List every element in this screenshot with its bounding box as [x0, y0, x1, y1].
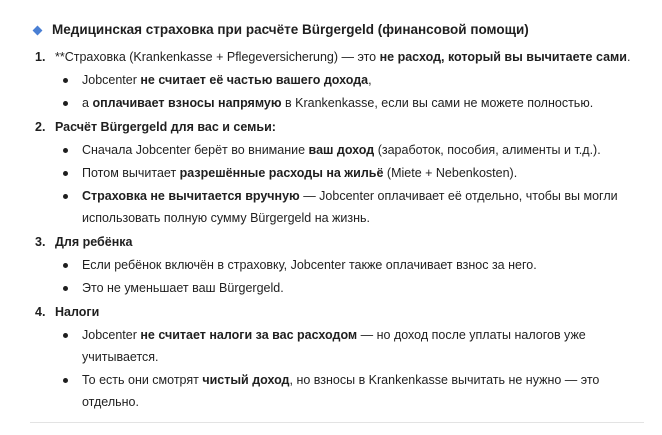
list-item — [30, 162, 645, 184]
bold-text: Для ребёнка — [55, 235, 133, 249]
list-section — [30, 116, 645, 229]
bold-text: Налоги — [55, 305, 100, 319]
bullet-list — [30, 69, 645, 114]
text-run: , но взносы в Krankenkasse вычитать не нужно — это отдельно. — [82, 373, 600, 409]
text-run: **Страховка (Krankenkasse + Pflegeversicherung) — это — [55, 50, 380, 64]
list-section — [30, 46, 645, 114]
bullet-dot-icon — [63, 78, 68, 83]
text-run: — но доход после уплаты налогов уже учитывается. — [82, 328, 586, 364]
text-run: . — [626, 50, 631, 64]
list-item — [30, 69, 645, 91]
bullet-dot-icon — [63, 263, 68, 268]
response-heading — [30, 18, 645, 42]
chat-response — [30, 18, 645, 415]
numbered-list — [30, 46, 645, 413]
text-run: Jobcenter — [82, 73, 141, 87]
heading-text: Медицинская страховка при расчёте Bürgergeld (финансовой помощи) — [52, 22, 529, 37]
text-run: (заработок, пособия, алименты и т.д.). — [374, 143, 601, 157]
text-run: Если ребёнок включён в страховку, Jobcenter также оплачивает взнос за него. — [82, 258, 537, 272]
text-run: — Jobcenter оплачивает её отдельно, чтобы вы могли использовать полную сумму Bürgergeld на жизнь. — [82, 189, 618, 225]
item-title-text — [55, 116, 276, 138]
bold-text: Расчёт Bürgergeld для вас и семьи: — [55, 120, 276, 134]
bold-text: чистый доход — [202, 373, 290, 387]
bullet-dot-icon — [63, 101, 68, 106]
text-run: , — [368, 73, 372, 87]
bullet-dot-icon — [63, 171, 68, 176]
divider — [30, 422, 644, 423]
bullet-dot-icon — [63, 148, 68, 153]
list-item-title — [30, 301, 645, 323]
list-item — [30, 254, 645, 276]
bold-text: не расход, который вы вычитаете сами — [379, 50, 627, 64]
bullet-dot-icon — [63, 194, 68, 199]
list-number: 1. — [35, 50, 46, 64]
bullet-list — [30, 139, 645, 229]
bullet-dot-icon — [63, 378, 68, 383]
bold-text: Страховка не вычитается вручную — [82, 189, 300, 203]
list-item-title — [30, 116, 645, 138]
list-item-title — [30, 46, 645, 68]
list-item — [30, 369, 645, 413]
list-number: 4. — [35, 305, 46, 319]
item-title-text — [55, 231, 132, 253]
text-run: а — [82, 96, 93, 110]
text-run: в Krankenkasse, если вы сами не можете полностью. — [281, 96, 594, 110]
list-item — [30, 139, 645, 161]
bold-text: не считает налоги за вас расходом — [140, 328, 358, 342]
item-title-text — [55, 301, 99, 323]
item-title-text — [55, 46, 630, 68]
bullet-list — [30, 324, 645, 413]
bold-text: не считает её частью вашего дохода — [140, 73, 369, 87]
list-item — [30, 92, 645, 114]
blue-diamond-icon — [33, 25, 43, 35]
bullet-dot-icon — [63, 333, 68, 338]
bold-text: ваш доход — [308, 143, 375, 157]
text-run: Это не уменьшает ваш Bürgergeld. — [82, 281, 284, 295]
text-run: (Miete + Nebenkosten). — [383, 166, 518, 180]
bold-text: оплачивает взносы напрямую — [92, 96, 282, 110]
bullet-dot-icon — [63, 286, 68, 291]
list-number: 3. — [35, 235, 46, 249]
bullet-list — [30, 254, 645, 299]
list-item — [30, 277, 645, 299]
list-section — [30, 231, 645, 299]
text-run: То есть они смотрят — [82, 373, 203, 387]
list-item — [30, 324, 645, 368]
bold-text: разрешённые расходы на жильё — [179, 166, 384, 180]
text-run: Потом вычитает — [82, 166, 180, 180]
list-item — [30, 185, 645, 229]
text-run: Сначала Jobcenter берёт во внимание — [82, 143, 309, 157]
text-run: Jobcenter — [82, 328, 141, 342]
list-section — [30, 301, 645, 413]
list-number: 2. — [35, 120, 46, 134]
list-item-title — [30, 231, 645, 253]
